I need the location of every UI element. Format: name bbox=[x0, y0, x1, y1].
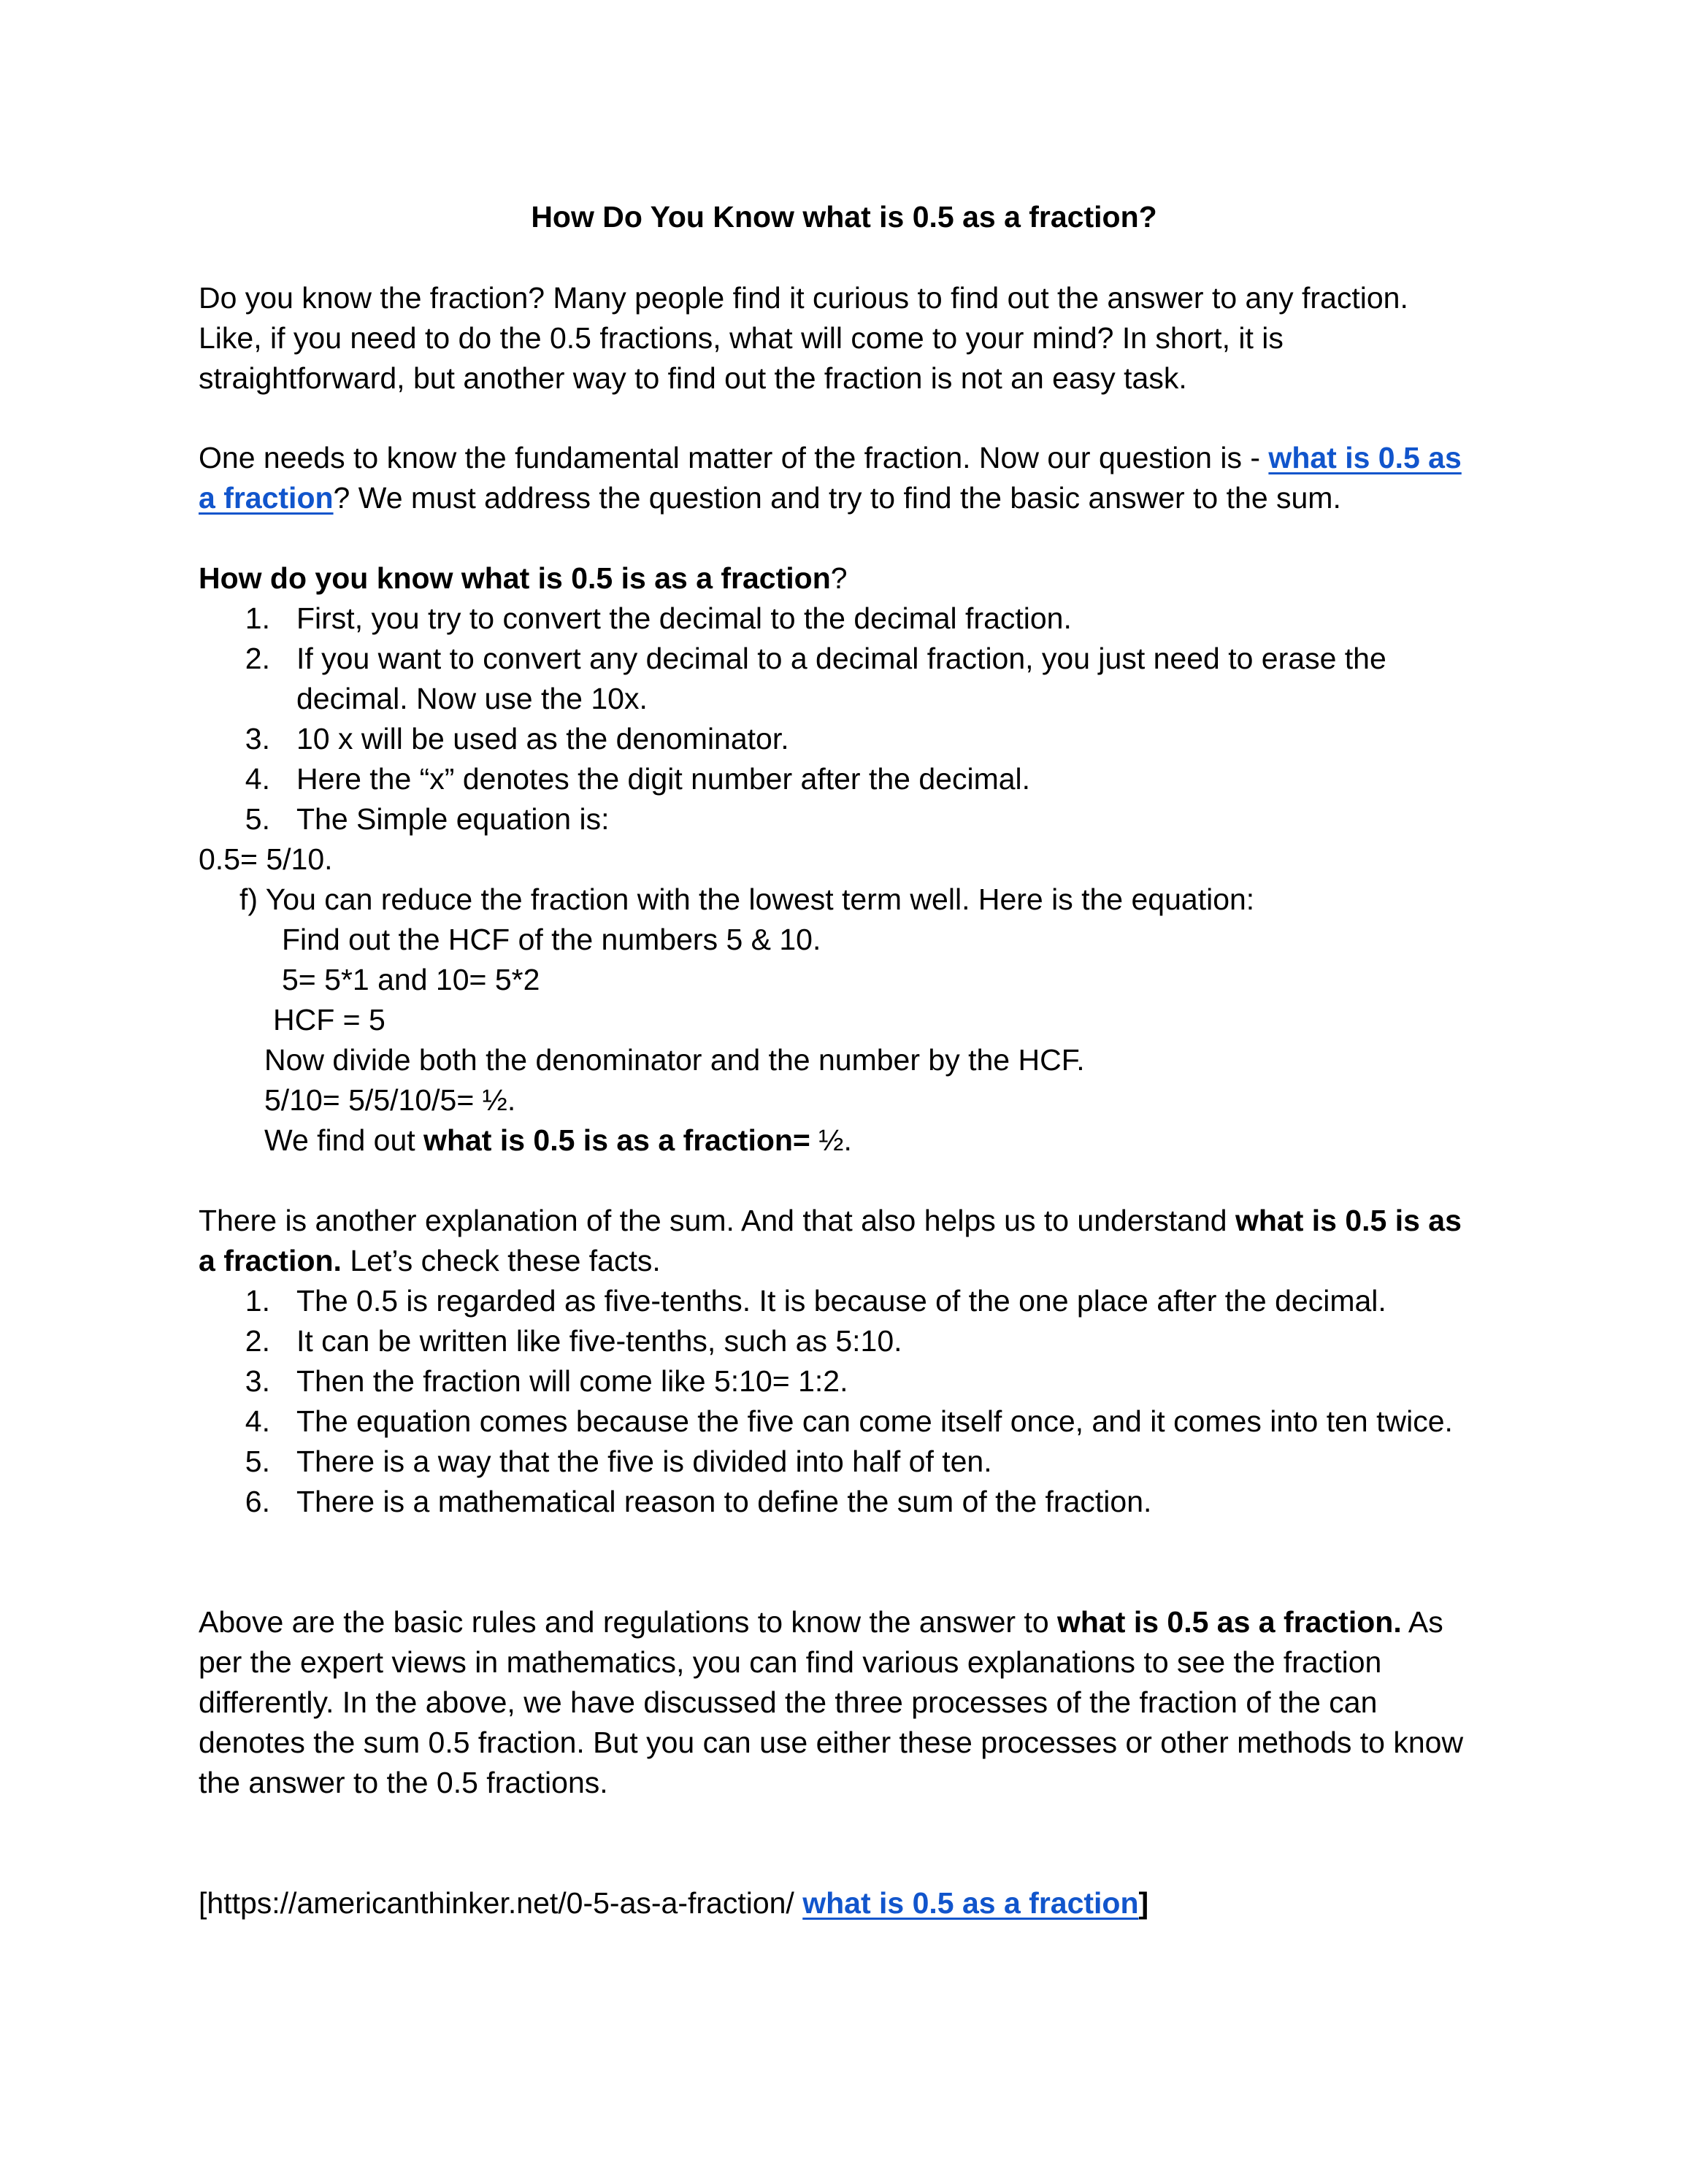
reduce-step-f: f) You can reduce the fraction with the lowest term well. Here is the equation: bbox=[239, 883, 1255, 916]
reduce-calc: 5/10= 5/5/10/5= ½. bbox=[264, 1083, 516, 1117]
explanation-line-1 bbox=[199, 1202, 1462, 1239]
question-text-tail: ? We must address the question and try to find the basic answer to the sum. bbox=[333, 481, 1341, 515]
list-item-continuation: decimal. Now use the 10x. bbox=[296, 682, 648, 715]
explanation-bold-2: a fraction. bbox=[199, 1244, 342, 1277]
intro-line-1: Do you know the fraction? Many people find it curious to find out the answer to any fraction. bbox=[199, 281, 1408, 315]
question-link-part-1[interactable]: what is 0.5 as bbox=[1268, 441, 1462, 474]
conclusion-line-1 bbox=[199, 1604, 1443, 1640]
conclusion-tail: As bbox=[1401, 1605, 1443, 1639]
reduce-factors: 5= 5*1 and 10= 5*2 bbox=[282, 963, 540, 996]
list-item: If you want to convert any decimal to a decimal fraction, you just need to erase the bbox=[296, 642, 1386, 675]
explanation-text-2: Let’s check these facts. bbox=[341, 1244, 661, 1277]
explanation-line-2 bbox=[199, 1242, 661, 1279]
list-item-number: 1. bbox=[245, 1284, 270, 1318]
list-item-number: 3. bbox=[245, 722, 270, 755]
reference-url: [https://americanthinker.net/0-5-as-a-fraction/ bbox=[199, 1886, 803, 1920]
list-item-number: 2. bbox=[245, 642, 270, 675]
steps-heading-bold: How do you know what is 0.5 is as a fraction bbox=[199, 561, 831, 595]
list-item-number: 4. bbox=[245, 762, 270, 796]
list-item-number: 3. bbox=[245, 1364, 270, 1398]
list-item-number: 5. bbox=[245, 1445, 270, 1478]
steps-heading bbox=[199, 560, 848, 596]
list-item: 10 x will be used as the denominator. bbox=[296, 722, 789, 755]
intro-line-3: straightforward, but another way to find out the fraction is not an easy task. bbox=[199, 361, 1187, 395]
list-item-number: 4. bbox=[245, 1404, 270, 1438]
reference-bracket: ] bbox=[1138, 1886, 1149, 1920]
explanation-bold: what is 0.5 is as bbox=[1235, 1204, 1462, 1237]
reduce-result-post: ½. bbox=[810, 1123, 852, 1157]
list-item-number: 6. bbox=[245, 1485, 270, 1518]
question-link-part-2[interactable]: a fraction bbox=[199, 481, 334, 515]
reduce-result-bold: what is 0.5 is as a fraction= bbox=[423, 1123, 810, 1157]
reduce-divide: Now divide both the denominator and the number by the HCF. bbox=[264, 1043, 1085, 1077]
list-item: Then the fraction will come like 5:10= 1:2. bbox=[296, 1364, 848, 1398]
list-item: There is a mathematical reason to define the sum of the fraction. bbox=[296, 1485, 1152, 1518]
list-item: The equation comes because the five can come itself once, and it comes into ten twice. bbox=[296, 1404, 1453, 1438]
list-item: The 0.5 is regarded as five-tenths. It is because of the one place after the decimal. bbox=[296, 1284, 1386, 1318]
list-item: It can be written like five-tenths, such as 5:10. bbox=[296, 1324, 902, 1358]
conclusion-line-3: differently. In the above, we have discussed the three processes of the fraction of the can bbox=[199, 1685, 1378, 1719]
reduce-hcf: HCF = 5 bbox=[273, 1003, 385, 1037]
conclusion-line-4: denotes the sum 0.5 fraction. But you can use either these processes or other methods to know bbox=[199, 1726, 1464, 1759]
reference-line bbox=[199, 1885, 1148, 1921]
list-item: The Simple equation is: bbox=[296, 802, 610, 836]
question-line-2 bbox=[199, 480, 1341, 516]
conclusion-bold: what is 0.5 as a fraction. bbox=[1057, 1605, 1402, 1639]
conclusion-line-5: the answer to the 0.5 fractions. bbox=[199, 1766, 608, 1799]
question-text: One needs to know the fundamental matter of the fraction. Now our question is - bbox=[199, 441, 1269, 474]
page-title: How Do You Know what is 0.5 as a fraction? bbox=[531, 200, 1157, 234]
conclusion-line-2: per the expert views in mathematics, you can find various explanations to see the fraction bbox=[199, 1645, 1382, 1679]
list-item-number: 2. bbox=[245, 1324, 270, 1358]
equation: 0.5= 5/10. bbox=[199, 842, 333, 876]
list-item: First, you try to convert the decimal to the decimal fraction. bbox=[296, 601, 1072, 635]
reference-link[interactable]: what is 0.5 as a fraction bbox=[802, 1886, 1139, 1920]
reduce-result bbox=[264, 1122, 852, 1158]
conclusion-text: Above are the basic rules and regulations to know the answer to bbox=[199, 1605, 1058, 1639]
steps-heading-tail: ? bbox=[830, 561, 848, 595]
reduce-result-pre: We find out bbox=[264, 1123, 424, 1157]
list-item-number: 5. bbox=[245, 802, 270, 836]
question-line-1 bbox=[199, 439, 1462, 476]
list-item: Here the “x” denotes the digit number after the decimal. bbox=[296, 762, 1031, 796]
list-item-number: 1. bbox=[245, 601, 270, 635]
intro-line-2: Like, if you need to do the 0.5 fractions, what will come to your mind? In short, it is bbox=[199, 321, 1284, 355]
list-item: There is a way that the five is divided into half of ten. bbox=[296, 1445, 992, 1478]
reduce-hcf-find: Find out the HCF of the numbers 5 & 10. bbox=[282, 923, 821, 956]
explanation-text: There is another explanation of the sum. And that also helps us to understand bbox=[199, 1204, 1235, 1237]
